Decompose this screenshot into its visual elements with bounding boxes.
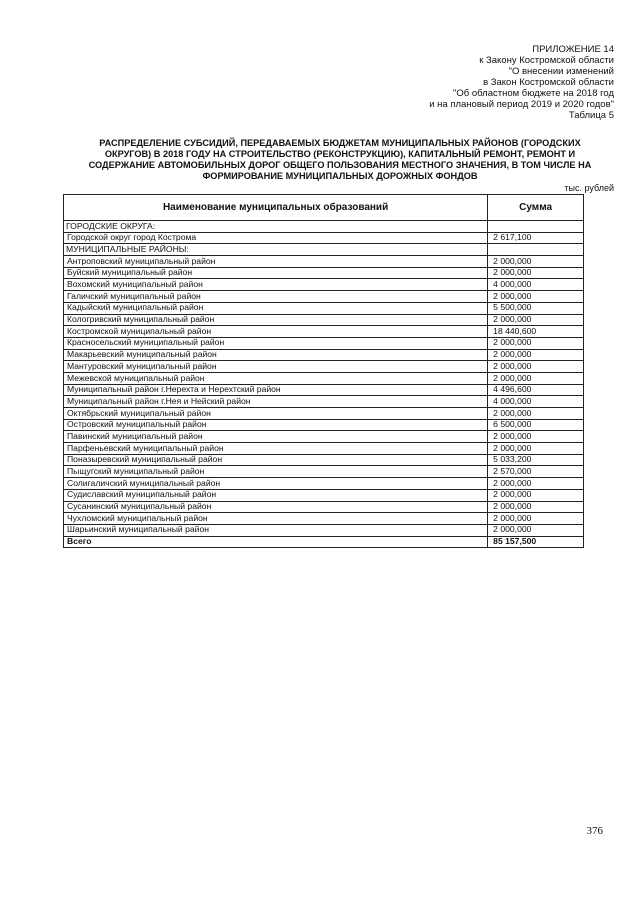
sum-cell (488, 221, 584, 233)
sum-cell: 85 157,500 (488, 536, 584, 548)
table-row (64, 443, 584, 455)
column-header-name: Наименование муниципальных образований (64, 195, 488, 221)
sum-cell: 2 000,000 (488, 361, 584, 373)
table-row (64, 478, 584, 490)
appendix-line: "Об областном бюджете на 2018 год (453, 88, 614, 99)
table-row (64, 501, 584, 513)
table-group-row (64, 244, 584, 256)
document-title (70, 138, 610, 182)
title-line: СОДЕРЖАНИЕ АВТОМОБИЛЬНЫХ ДОРОГ ОБЩЕГО ПОЛЬЗОВАНИЯ МЕСТНОГО ЗНАЧЕНИЯ, В ТОМ ЧИСЛЕ НА (88, 160, 592, 170)
sum-cell: 2 000,000 (488, 489, 584, 501)
sum-cell: 2 000,000 (488, 314, 584, 326)
table-row (64, 396, 584, 408)
table-row (64, 361, 584, 373)
sum-cell: 2 000,000 (488, 501, 584, 513)
table-number: Таблица 5 (568, 110, 614, 121)
municipality-name-cell: Павинский муниципальный район (64, 431, 488, 443)
appendix-line: в Закон Костромской области (483, 77, 614, 88)
sum-cell (488, 244, 584, 256)
table-row (64, 291, 584, 303)
sum-cell: 18 440,600 (488, 326, 584, 338)
sum-cell: 5 500,000 (488, 302, 584, 314)
municipality-name-cell: Антроповский муниципальный район (64, 256, 488, 268)
municipality-name-cell: Кологривский муниципальный район (64, 314, 488, 326)
table-row (64, 466, 584, 478)
municipality-name-cell: Пыщугский муниципальный район (64, 466, 488, 478)
municipality-name-cell: Чухломский муниципальный район (64, 513, 488, 525)
municipality-name-cell: Сусанинский муниципальный район (64, 501, 488, 513)
municipality-name-cell: Красносельский муниципальный район (64, 337, 488, 349)
table-row (64, 489, 584, 501)
municipality-name-cell: МУНИЦИПАЛЬНЫЕ РАЙОНЫ: (64, 244, 488, 256)
municipality-name-cell: Межевской муниципальный район (64, 372, 488, 384)
table-row (64, 431, 584, 443)
table-row (64, 513, 584, 525)
sum-cell: 5 033,200 (488, 454, 584, 466)
sum-cell: 2 570,000 (488, 466, 584, 478)
sum-cell: 2 000,000 (488, 478, 584, 490)
table-row (64, 408, 584, 420)
municipality-name-cell: Макарьевский муниципальный район (64, 349, 488, 361)
municipality-name-cell: Октябрьский муниципальный район (64, 408, 488, 420)
sum-cell: 2 000,000 (488, 349, 584, 361)
appendix-line: к Закону Костромской области (479, 55, 614, 66)
sum-cell: 4 000,000 (488, 396, 584, 408)
municipality-name-cell: Костромской муниципальный район (64, 326, 488, 338)
sum-cell: 6 500,000 (488, 419, 584, 431)
table-row (64, 349, 584, 361)
sum-cell: 4 000,000 (488, 279, 584, 291)
municipality-name-cell: Кадыйский муниципальный район (64, 302, 488, 314)
table-row (64, 454, 584, 466)
sum-cell: 2 000,000 (488, 408, 584, 420)
municipality-name-cell: Судиславский муниципальный район (64, 489, 488, 501)
sum-cell: 2 617,100 (488, 232, 584, 244)
units-label: тыс. рублей (564, 183, 614, 193)
title-line: РАСПРЕДЕЛЕНИЕ СУБСИДИЙ, ПЕРЕДАВАЕМЫХ БЮДЖЕТАМ МУНИЦИПАЛЬНЫХ РАЙОНОВ (ГОРОДСКИХ (99, 138, 581, 148)
table-group-row (64, 221, 584, 233)
municipality-name-cell: Мантуровский муниципальный район (64, 361, 488, 373)
appendix-line: ПРИЛОЖЕНИЕ 14 (532, 44, 614, 55)
table-row (64, 279, 584, 291)
sum-cell: 2 000,000 (488, 513, 584, 525)
table-body (64, 221, 584, 548)
municipality-name-cell: Муниципальный район г.Нея и Нейский район (64, 396, 488, 408)
sum-cell: 2 000,000 (488, 291, 584, 303)
sum-cell: 2 000,000 (488, 372, 584, 384)
table-row (64, 337, 584, 349)
table-row (64, 256, 584, 268)
municipality-name-cell: Парфеньевский муниципальный район (64, 443, 488, 455)
sum-cell: 2 000,000 (488, 337, 584, 349)
municipality-name-cell: Поназыревский муниципальный район (64, 454, 488, 466)
table-row (64, 302, 584, 314)
sum-cell: 2 000,000 (488, 256, 584, 268)
municipality-name-cell: Городской округ город Кострома (64, 232, 488, 244)
sum-cell: 2 000,000 (488, 443, 584, 455)
subsidies-table (63, 194, 584, 548)
table-row (64, 267, 584, 279)
table-row (64, 326, 584, 338)
page-number: 376 (586, 825, 603, 837)
sum-cell: 2 000,000 (488, 431, 584, 443)
municipality-name-cell: Вохомский муниципальный район (64, 279, 488, 291)
appendix-header (429, 44, 614, 121)
sum-cell: 2 000,000 (488, 524, 584, 536)
table-row (64, 419, 584, 431)
table-total-row (64, 536, 584, 548)
title-line: ФОРМИРОВАНИЕ МУНИЦИПАЛЬНЫХ ДОРОЖНЫХ ФОНДОВ (202, 171, 478, 181)
municipality-name-cell: Солигаличский муниципальный район (64, 478, 488, 490)
title-line: ОКРУГОВ) В 2018 ГОДУ НА СТРОИТЕЛЬСТВО (РЕКОНСТРУКЦИЮ), КАПИТАЛЬНЫЙ РЕМОНТ, РЕМОНТ И (104, 149, 576, 159)
appendix-line: и на плановый период 2019 и 2020 годов" (429, 99, 614, 110)
column-header-sum: Сумма (488, 195, 584, 221)
municipality-name-cell: ГОРОДСКИЕ ОКРУГА: (64, 221, 488, 233)
municipality-name-cell: Муниципальный район г.Нерехта и Нерехтский район (64, 384, 488, 396)
municipality-name-cell: Всего (64, 536, 488, 548)
table-row (64, 384, 584, 396)
municipality-name-cell: Буйский муниципальный район (64, 267, 488, 279)
table-row (64, 314, 584, 326)
municipality-name-cell: Шарьинский муниципальный район (64, 524, 488, 536)
table-row (64, 524, 584, 536)
appendix-line: "О внесении изменений (508, 66, 614, 77)
table-row (64, 232, 584, 244)
municipality-name-cell: Галичский муниципальный район (64, 291, 488, 303)
sum-cell: 2 000,000 (488, 267, 584, 279)
table-row (64, 372, 584, 384)
municipality-name-cell: Островский муниципальный район (64, 419, 488, 431)
table-header-row (64, 195, 584, 221)
sum-cell: 4 496,600 (488, 384, 584, 396)
